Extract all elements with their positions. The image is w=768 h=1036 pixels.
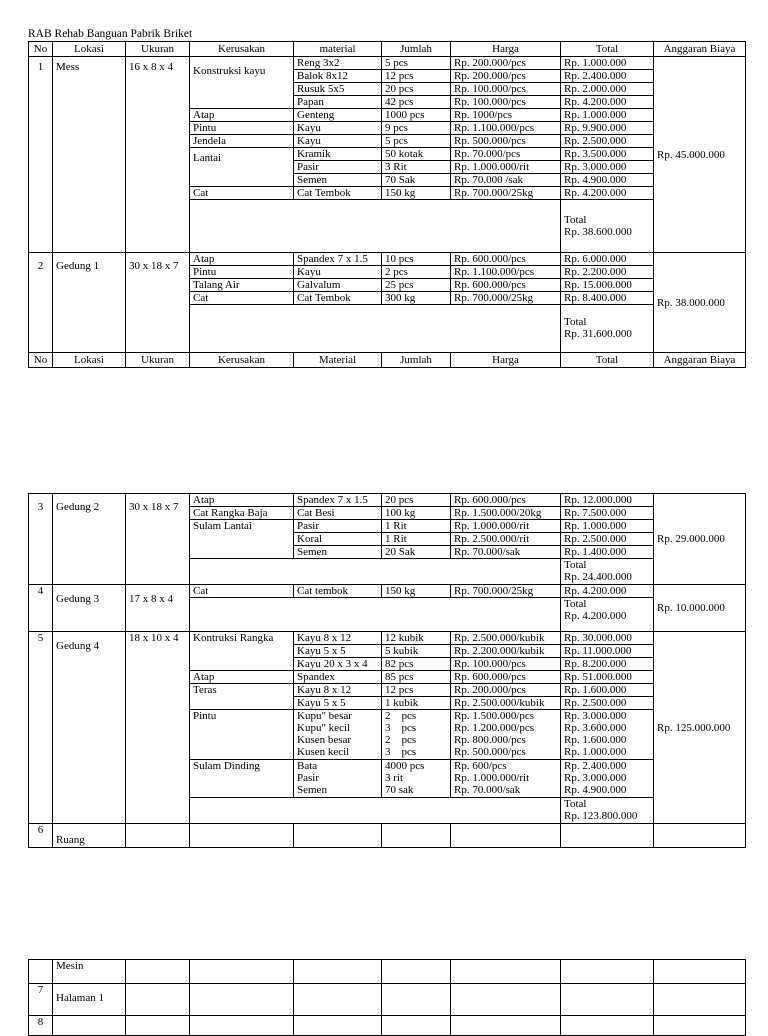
column-header: Jumlah [382, 42, 451, 57]
material-cell: Rusuk 5x5 [294, 83, 382, 96]
jumlah-cell: 1000 pcs [382, 109, 451, 122]
jumlah-cell: 100 kg [382, 507, 451, 520]
total-cell: Rp. 3.500.000 [561, 148, 654, 161]
cell-line: Rp. 600/pcs [454, 760, 507, 772]
table-row [29, 824, 746, 848]
material-cell: Kramik [294, 148, 382, 161]
empty-cell [190, 798, 561, 824]
column-header: Total [561, 42, 654, 57]
lokasi-cell: Mesin [53, 960, 126, 984]
harga-cell [451, 760, 561, 798]
material-cell [294, 760, 382, 798]
harga-cell: Rp. 700.000/25kg [451, 292, 561, 305]
cell-line: Rp. 1.200.000/pcs [454, 722, 535, 734]
cell-line: Rp. 800.000/pcs [454, 734, 526, 746]
total-cell: Rp. 3.000.000 [561, 161, 654, 174]
cell-line: Bata [297, 760, 318, 772]
empty-cell [294, 960, 382, 984]
jumlah-cell: 3 Rit [382, 161, 451, 174]
table-row [29, 57, 746, 70]
harga-cell: Rp. 70.000/sak [451, 546, 561, 559]
total-cell: Rp. 4.900.000 [561, 174, 654, 187]
anggaran-cell: Rp. 29.000.000 [654, 494, 746, 585]
empty-cell [190, 824, 294, 848]
ukuran-cell: 30 x 18 x 7 [126, 494, 190, 585]
empty-cell [294, 984, 382, 1016]
harga-cell: Rp. 600.000/pcs [451, 494, 561, 507]
table-row [29, 353, 746, 368]
material-cell: Kayu 8 x 12 [294, 684, 382, 697]
harga-cell: Rp. 200.000/pcs [451, 70, 561, 83]
kerusakan-cell: Atap [190, 494, 294, 507]
column-header: Lokasi [53, 353, 126, 368]
no-cell [29, 960, 53, 984]
harga-cell: Rp. 100.000/pcs [451, 83, 561, 96]
jumlah-cell: 12 pcs [382, 684, 451, 697]
cell-line: Kupu" besar [297, 710, 352, 722]
material-cell: Balok 8x12 [294, 70, 382, 83]
total-cell: Rp. 2.200.000 [561, 266, 654, 279]
total-cell: Rp. 30.000.000 [561, 632, 654, 645]
material-cell: Spandex 7 x 1.5 [294, 253, 382, 266]
jumlah-cell: 20 pcs [382, 494, 451, 507]
total-cell: Rp. 1.000.000 [561, 109, 654, 122]
total-cell: Rp. 4.200.000 [561, 585, 654, 598]
ukuran-cell: 18 x 10 x 4 [126, 632, 190, 824]
no-cell: 5 [29, 632, 53, 824]
total-cell: Rp. 4.200.000 [561, 96, 654, 109]
material-cell: Pasir [294, 161, 382, 174]
total-label: Total [564, 598, 587, 610]
harga-cell: Rp. 1.100.000/pcs [451, 266, 561, 279]
harga-cell: Rp. 200.000/pcs [451, 57, 561, 70]
empty-cell [382, 1016, 451, 1036]
empty-cell [190, 200, 561, 253]
empty-cell [190, 984, 294, 1016]
empty-cell [451, 960, 561, 984]
ukuran-cell: 16 x 8 x 4 [126, 57, 190, 253]
total-cell: Rp. 15.000.000 [561, 279, 654, 292]
total-cell: Rp. 2.500.000 [561, 533, 654, 546]
anggaran-cell: Rp. 38.000.000 [654, 253, 746, 353]
lokasi-cell: Ruang [53, 824, 126, 848]
no-cell: 1 [29, 57, 53, 253]
empty-cell [451, 984, 561, 1016]
cell-line: Rp. 70.000/sak [454, 784, 521, 796]
jumlah-cell: 82 pcs [382, 658, 451, 671]
jumlah-cell: 150 kg [382, 187, 451, 200]
empty-cell [294, 1016, 382, 1036]
empty-cell [126, 984, 190, 1016]
kerusakan-cell: Talang Air [190, 279, 294, 292]
column-header: Jumlah [382, 353, 451, 368]
table-row [29, 42, 746, 57]
jumlah-cell: 1 kubik [382, 697, 451, 710]
column-header: Material [294, 353, 382, 368]
cell-line: 2 pcs [385, 710, 417, 722]
column-header: Ukuran [126, 353, 190, 368]
harga-cell: Rp. 700.000/25kg [451, 187, 561, 200]
ukuran-cell: 17 x 8 x 4 [126, 585, 190, 632]
harga-cell: Rp. 1.000.000/rit [451, 161, 561, 174]
harga-cell: Rp. 2.500.000/kubik [451, 632, 561, 645]
kerusakan-cell: Jendela [190, 135, 294, 148]
cell-line: 2 pcs [385, 734, 417, 746]
jumlah-cell: 12 kubik [382, 632, 451, 645]
cell-line: 3 pcs [385, 722, 417, 734]
material-cell: Semen [294, 174, 382, 187]
jumlah-cell [382, 710, 451, 760]
harga-cell [451, 710, 561, 760]
total-label: Total [564, 316, 587, 328]
cell-line: Kusen kecil [297, 746, 350, 758]
empty-cell [561, 824, 654, 848]
empty-cell [382, 984, 451, 1016]
section-total-cell [561, 798, 654, 824]
lokasi-cell: Gedung 2 [53, 494, 126, 585]
harga-cell: Rp. 100.000/pcs [451, 658, 561, 671]
cell-line: Rp. 1.000.000/rit [454, 772, 530, 784]
jumlah-cell: 20 pcs [382, 83, 451, 96]
material-cell: Kayu 5 x 5 [294, 697, 382, 710]
harga-cell: Rp. 2.200.000/kubik [451, 645, 561, 658]
jumlah-cell: 50 kotak [382, 148, 451, 161]
kerusakan-cell: Cat [190, 187, 294, 200]
table-row [29, 984, 746, 1016]
anggaran-cell: Rp. 10.000.000 [654, 585, 746, 632]
cell-line: Kusen besar [297, 734, 352, 746]
empty-cell [190, 960, 294, 984]
column-header: Lokasi [53, 42, 126, 57]
column-header: Total [561, 353, 654, 368]
jumlah-cell: 10 pcs [382, 253, 451, 266]
harga-cell: Rp. 100.000/pcs [451, 96, 561, 109]
jumlah-cell: 20 Sak [382, 546, 451, 559]
lokasi-cell: Halaman 1 [53, 984, 126, 1016]
empty-cell [190, 598, 561, 632]
lokasi-cell: Gedung 1 [53, 253, 126, 353]
kerusakan-cell: Pintu [190, 710, 294, 760]
cell-line: 3 pcs [385, 746, 417, 758]
empty-cell [561, 960, 654, 984]
total-label: Total [564, 214, 587, 226]
total-cell: Rp. 2.500.000 [561, 697, 654, 710]
lokasi-cell: Gedung 4 [53, 632, 126, 824]
total-cell: Rp. 6.000.000 [561, 253, 654, 266]
empty-cell [190, 305, 561, 353]
jumlah-cell: 1 Rit [382, 520, 451, 533]
table-row [29, 960, 746, 984]
cell-line: Rp. 1.500.000/pcs [454, 710, 535, 722]
cell-line: Kupu" kecil [297, 722, 351, 734]
material-cell [294, 710, 382, 760]
empty-cell [126, 1016, 190, 1036]
material-cell: Cat Besi [294, 507, 382, 520]
empty-cell [190, 559, 561, 585]
cell-line: Rp. 500.000/pcs [454, 746, 526, 758]
table-row [29, 632, 746, 645]
kerusakan-cell: Sulam Lantai [190, 520, 294, 559]
total-cell [561, 710, 654, 760]
harga-cell: Rp. 1.000.000/rit [451, 520, 561, 533]
cell-line: Rp. 1.000.000 [564, 746, 627, 758]
jumlah-cell: 9 pcs [382, 122, 451, 135]
section-total-cell [561, 559, 654, 585]
total-cell [561, 760, 654, 798]
jumlah-cell: 5 kubik [382, 645, 451, 658]
kerusakan-cell: Cat Rangka Baja [190, 507, 294, 520]
total-label: Total [564, 798, 587, 810]
material-cell: Reng 3x2 [294, 57, 382, 70]
jumlah-cell: 12 pcs [382, 70, 451, 83]
column-header: No [29, 42, 53, 57]
no-cell: 7 [29, 984, 53, 1016]
harga-cell: Rp. 1.100.000/pcs [451, 122, 561, 135]
material-cell: Cat Tembok [294, 187, 382, 200]
harga-cell: Rp. 2.500.000/rit [451, 533, 561, 546]
material-cell: Kayu 20 x 3 x 4 [294, 658, 382, 671]
column-header: Ukuran [126, 42, 190, 57]
no-cell: 8 [29, 1016, 53, 1036]
total-cell: Rp. 4.200.000 [561, 187, 654, 200]
material-cell: Kayu 8 x 12 [294, 632, 382, 645]
material-cell: Kayu [294, 122, 382, 135]
jumlah-cell: 42 pcs [382, 96, 451, 109]
kerusakan-cell: Teras [190, 684, 294, 710]
total-value: Rp. 24.400.000 [564, 571, 632, 583]
empty-cell [654, 984, 746, 1016]
empty-cell [561, 984, 654, 1016]
empty-cell [561, 1016, 654, 1036]
column-header: Kerusakan [190, 353, 294, 368]
kerusakan-cell: Kontruksi Rangka [190, 632, 294, 671]
total-value: Rp. 31.600.000 [564, 328, 632, 340]
jumlah-cell: 85 pcs [382, 671, 451, 684]
material-cell: Papan [294, 96, 382, 109]
harga-cell: Rp. 1000/pcs [451, 109, 561, 122]
total-cell: Rp. 1.400.000 [561, 546, 654, 559]
total-cell: Rp. 12.000.000 [561, 494, 654, 507]
total-cell: Rp. 9.900.000 [561, 122, 654, 135]
jumlah-cell: 5 pcs [382, 135, 451, 148]
harga-cell: Rp. 70.000 /sak [451, 174, 561, 187]
total-cell: Rp. 1.000.000 [561, 520, 654, 533]
anggaran-cell: Rp. 45.000.000 [654, 57, 746, 253]
total-cell: Rp. 7.500.000 [561, 507, 654, 520]
total-value: Rp. 4.200.000 [564, 610, 627, 622]
section-total-cell [561, 200, 654, 253]
lokasi-cell [53, 1016, 126, 1036]
jumlah-cell: 5 pcs [382, 57, 451, 70]
column-header: material [294, 42, 382, 57]
total-cell: Rp. 2.500.000 [561, 135, 654, 148]
cell-line: 70 sak [385, 784, 414, 796]
jumlah-cell: 70 Sak [382, 174, 451, 187]
table-row [29, 253, 746, 266]
harga-cell: Rp. 600.000/pcs [451, 671, 561, 684]
jumlah-cell: 1 Rit [382, 533, 451, 546]
empty-cell [294, 824, 382, 848]
kerusakan-cell: Cat [190, 585, 294, 598]
kerusakan-cell: Pintu [190, 266, 294, 279]
jumlah-cell: 300 kg [382, 292, 451, 305]
material-cell: Pasir [294, 520, 382, 533]
kerusakan-cell: Konstruksi kayu [190, 57, 294, 109]
empty-cell [126, 960, 190, 984]
kerusakan-cell: Cat [190, 292, 294, 305]
material-cell: Cat Tembok [294, 292, 382, 305]
jumlah-cell: 150 kg [382, 585, 451, 598]
ukuran-cell: 30 x 18 x 7 [126, 253, 190, 353]
column-header: Harga [451, 353, 561, 368]
column-header: Harga [451, 42, 561, 57]
total-cell: Rp. 1.600.000 [561, 684, 654, 697]
empty-cell [654, 824, 746, 848]
jumlah-cell: 2 pcs [382, 266, 451, 279]
table-row [29, 494, 746, 507]
column-header: Kerusakan [190, 42, 294, 57]
cell-line: Rp. 3.000.000 [564, 710, 627, 722]
no-cell: 2 [29, 253, 53, 353]
cell-line: Semen [297, 784, 327, 796]
material-cell: Cat tembok [294, 585, 382, 598]
cell-line: 4000 pcs [385, 760, 425, 772]
total-cell: Rp. 11.000.000 [561, 645, 654, 658]
total-cell: Rp. 8.200.000 [561, 658, 654, 671]
harga-cell: Rp. 600.000/pcs [451, 253, 561, 266]
kerusakan-cell: Atap [190, 671, 294, 684]
total-value: Rp. 38.600.000 [564, 226, 632, 238]
kerusakan-cell: Sulam Dinding [190, 760, 294, 798]
jumlah-cell [382, 760, 451, 798]
no-cell: 4 [29, 585, 53, 632]
kerusakan-cell: Atap [190, 253, 294, 266]
harga-cell: Rp. 700.000/25kg [451, 585, 561, 598]
harga-cell: Rp. 70.000/pcs [451, 148, 561, 161]
empty-cell [190, 1016, 294, 1036]
total-label: Total [564, 559, 587, 571]
total-cell: Rp. 8.400.000 [561, 292, 654, 305]
empty-cell [382, 824, 451, 848]
empty-cell [451, 1016, 561, 1036]
material-cell: Semen [294, 546, 382, 559]
table-row [29, 1016, 746, 1036]
rab-table-page-1 [28, 41, 746, 368]
cell-line: Pasir [297, 772, 319, 784]
material-cell: Spandex 7 x 1.5 [294, 494, 382, 507]
no-cell: 3 [29, 494, 53, 585]
material-cell: Galvalum [294, 279, 382, 292]
lokasi-cell: Mess [53, 57, 126, 253]
material-cell: Koral [294, 533, 382, 546]
document-title: RAB Rehab Banguan Pabrik Briket [28, 28, 193, 40]
total-cell: Rp. 2.000.000 [561, 83, 654, 96]
empty-cell [382, 960, 451, 984]
cell-line: Rp. 4.900.000 [564, 784, 627, 796]
no-cell: 6 [29, 824, 53, 848]
material-cell: Kayu 5 x 5 [294, 645, 382, 658]
column-header: Anggaran Biaya [654, 42, 746, 57]
table-row [29, 585, 746, 598]
harga-cell: Rp. 1.500.000/20kg [451, 507, 561, 520]
section-total-cell [561, 598, 654, 632]
total-value: Rp. 123.800.000 [564, 810, 638, 822]
column-header: Anggaran Biaya [654, 353, 746, 368]
kerusakan-cell: Lantai [190, 148, 294, 187]
cell-line: Rp. 3.000.000 [564, 772, 627, 784]
anggaran-cell: Rp. 125.000.000 [654, 632, 746, 824]
total-cell: Rp. 2.400.000 [561, 70, 654, 83]
cell-line: Rp. 3.600.000 [564, 722, 627, 734]
cell-line: 3 rit [385, 772, 404, 784]
material-cell: Kayu [294, 135, 382, 148]
material-cell: Spandex [294, 671, 382, 684]
cell-line: Rp. 2.400.000 [564, 760, 627, 772]
empty-cell [654, 1016, 746, 1036]
empty-cell [451, 824, 561, 848]
kerusakan-cell: Pintu [190, 122, 294, 135]
column-header: No [29, 353, 53, 368]
lokasi-cell: Gedung 3 [53, 585, 126, 632]
kerusakan-cell: Atap [190, 109, 294, 122]
empty-cell [126, 824, 190, 848]
empty-cell [654, 960, 746, 984]
material-cell: Kayu [294, 266, 382, 279]
rab-table-page-3 [28, 959, 746, 1036]
harga-cell: Rp. 600.000/pcs [451, 279, 561, 292]
total-cell: Rp. 51.000.000 [561, 671, 654, 684]
rab-table-page-2 [28, 493, 746, 848]
total-cell: Rp. 1.000.000 [561, 57, 654, 70]
harga-cell: Rp. 500.000/pcs [451, 135, 561, 148]
harga-cell: Rp. 200.000/pcs [451, 684, 561, 697]
cell-line: Rp. 1.600.000 [564, 734, 627, 746]
harga-cell: Rp. 2.500.000/kubik [451, 697, 561, 710]
jumlah-cell: 25 pcs [382, 279, 451, 292]
section-total-cell [561, 305, 654, 353]
material-cell: Genteng [294, 109, 382, 122]
